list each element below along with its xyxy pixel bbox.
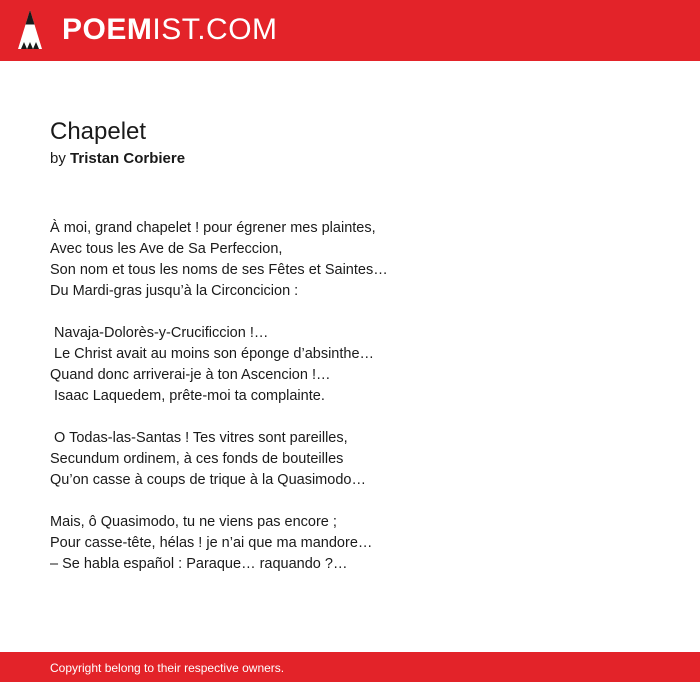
pencil-icon[interactable] [17,9,43,51]
poem-line: Le Christ avait au moins son éponge d’absinthe… [50,346,375,362]
site-header [0,0,700,61]
site-logo-text[interactable] [62,13,278,47]
poem-title: Chapelet [50,118,147,145]
poem-line: Mais, ô Quasimodo, tu ne viens pas encore ; [50,514,337,530]
copyright-notice: Copyright belong to their respective owners. [50,661,285,675]
poem-line: Isaac Laquedem, prête-moi ta complainte. [50,388,325,404]
stanza [50,323,650,407]
poem-line: À moi, grand chapelet ! pour égrener mes plaintes, [50,220,376,236]
stanza [50,512,650,575]
stanza [50,428,650,491]
poem-byline [50,149,185,169]
poem-line: Secundum ordinem, à ces fonds de bouteilles [50,451,344,467]
poem-line: Du Mardi-gras jusqu’à la Circoncicion : [50,283,299,299]
poem-line: O Todas-las-Santas ! Tes vitres sont pareilles, [50,430,348,446]
poem-line: Quand donc arriverai-je à ton Ascencion !… [50,367,331,383]
brand-bold: POEM [62,13,153,46]
byline-prefix: by [50,150,66,167]
site-footer [0,652,700,682]
poem-author: Tristan Corbiere [70,150,186,167]
poem-line: Qu’on casse à coups de trique à la Quasimodo… [50,472,366,488]
poem-line: Avec tous les Ave de Sa Perfeccion, [50,241,283,257]
stanza [50,218,650,302]
poem-line: – Se habla español : Paraque… raquando ?… [50,556,348,572]
poem-body [50,218,650,596]
poem-line: Pour casse-tête, hélas ! je n’ai que ma mandore… [50,535,373,551]
brand-rest: IST.COM [152,13,278,46]
poem-line: Son nom et tous les noms de ses Fêtes et Saintes… [50,262,388,278]
poem-line: Navaja-Dolorès-y-Crucificcion !… [50,325,269,341]
